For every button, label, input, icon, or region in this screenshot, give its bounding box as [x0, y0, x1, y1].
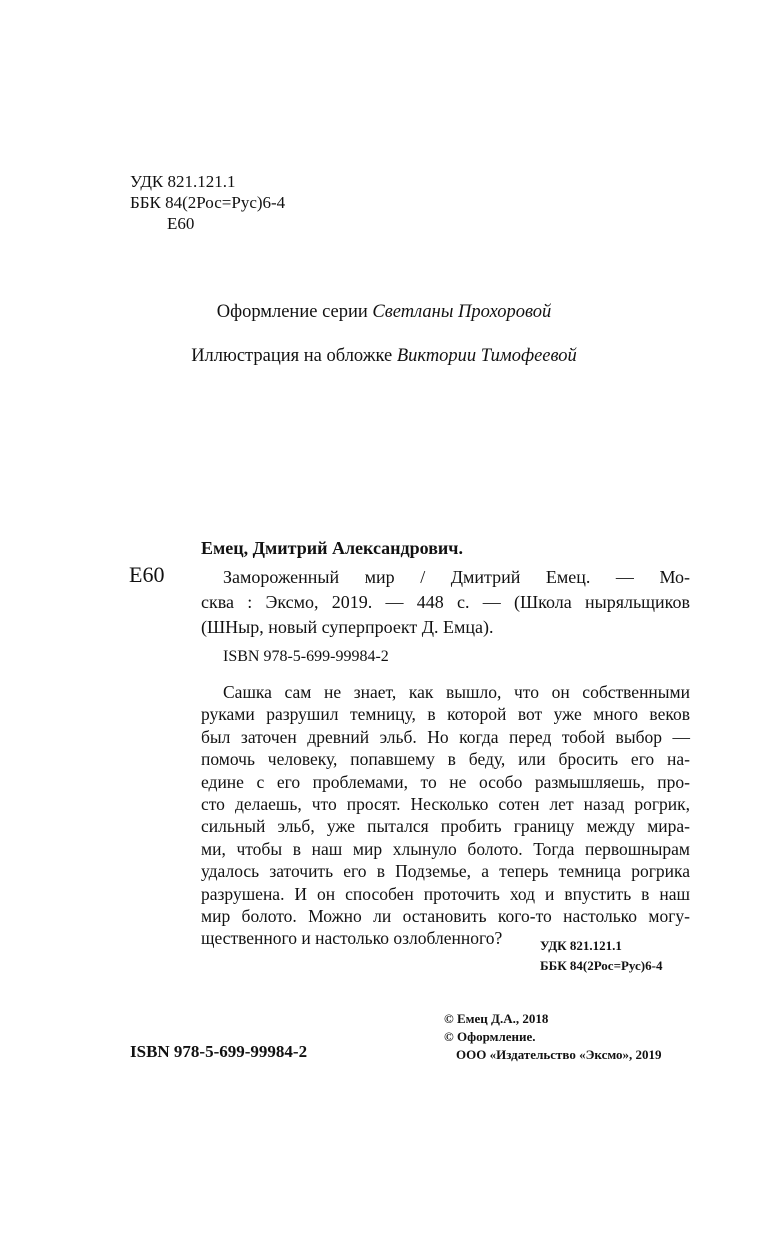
cover-illustration-credit	[0, 346, 768, 367]
annotation-line: был заточен древний эльб. Но когда перед тобой выбор —	[201, 726, 690, 747]
annotation-line: помочь человеку, попавшему в беду, или бросить его на-	[201, 749, 690, 770]
bibliographic-description	[201, 565, 690, 640]
cover-illustration-name: Виктории Тимофеевой	[396, 346, 577, 366]
series-design-label: Оформление серии	[216, 302, 368, 322]
bib-line: сква : Эксмо, 2019. — 448 с. — (Школа ныряльщиков	[201, 592, 690, 612]
isbn-bottom: ISBN 978-5-699-99984-2	[130, 1042, 308, 1061]
copyright-author: © Емец Д.А., 2018	[444, 1011, 549, 1026]
bbk-code-bottom: ББК 84(2Рос=Рус)6-4	[540, 958, 663, 973]
annotation-line: едине с его проблемами, то не особо размышляешь, про-	[201, 771, 690, 792]
udk-code-bottom: УДК 821.121.1	[540, 938, 622, 953]
copyright-block	[444, 1010, 662, 1064]
annotation-line: мир болото. Можно ли остановить кого-то настолько могу-	[201, 906, 690, 927]
copyright-design: © Оформление.	[444, 1029, 536, 1044]
bib-line: Замороженный мир / Дмитрий Емец. — Мо-	[223, 567, 690, 587]
annotation-line: щественного и настолько озлобленного?	[201, 928, 503, 949]
copyright-publisher: ООО «Издательство «Эксмо», 2019	[456, 1047, 662, 1062]
annotation-line: сильный эльб, уже пытался пробить границу между мира-	[201, 816, 690, 837]
bibliographic-author-mark: Е60	[129, 562, 165, 587]
author-mark: Е60	[167, 214, 195, 233]
annotation-line: руками разрушил темницу, в которой вот уже много веков	[201, 704, 690, 725]
annotation	[201, 681, 690, 950]
classification-codes	[130, 171, 285, 234]
series-design-credit	[0, 302, 768, 323]
udk-code: УДК 821.121.1	[130, 172, 236, 191]
classification-bottom	[540, 936, 662, 976]
annotation-line: Сашка сам не знает, как вышло, что он собственными	[223, 682, 690, 702]
isbn-record: ISBN 978-5-699-99984-2	[223, 648, 389, 665]
bbk-code: ББК 84(2Рос=Рус)6-4	[130, 193, 286, 212]
author-heading: Емец, Дмитрий Александрович.	[201, 538, 463, 558]
annotation-line: разрушена. И он способен проточить ход и впустить в наш	[201, 883, 690, 904]
annotation-line: удалось заточить его в Подземье, а теперь темница рогрика	[201, 861, 690, 882]
annotation-line: ми, чтобы в наш мир хлынуло болото. Тогда первошнырам	[201, 838, 690, 859]
series-design-name: Светланы Прохоровой	[372, 302, 552, 322]
cover-illustration-label: Иллюстрация на обложке	[191, 346, 393, 366]
bib-line: (ШНыр, новый суперпроект Д. Емца).	[201, 617, 494, 637]
annotation-line: сто делаешь, что просят. Несколько сотен лет назад рогрик,	[201, 794, 690, 815]
